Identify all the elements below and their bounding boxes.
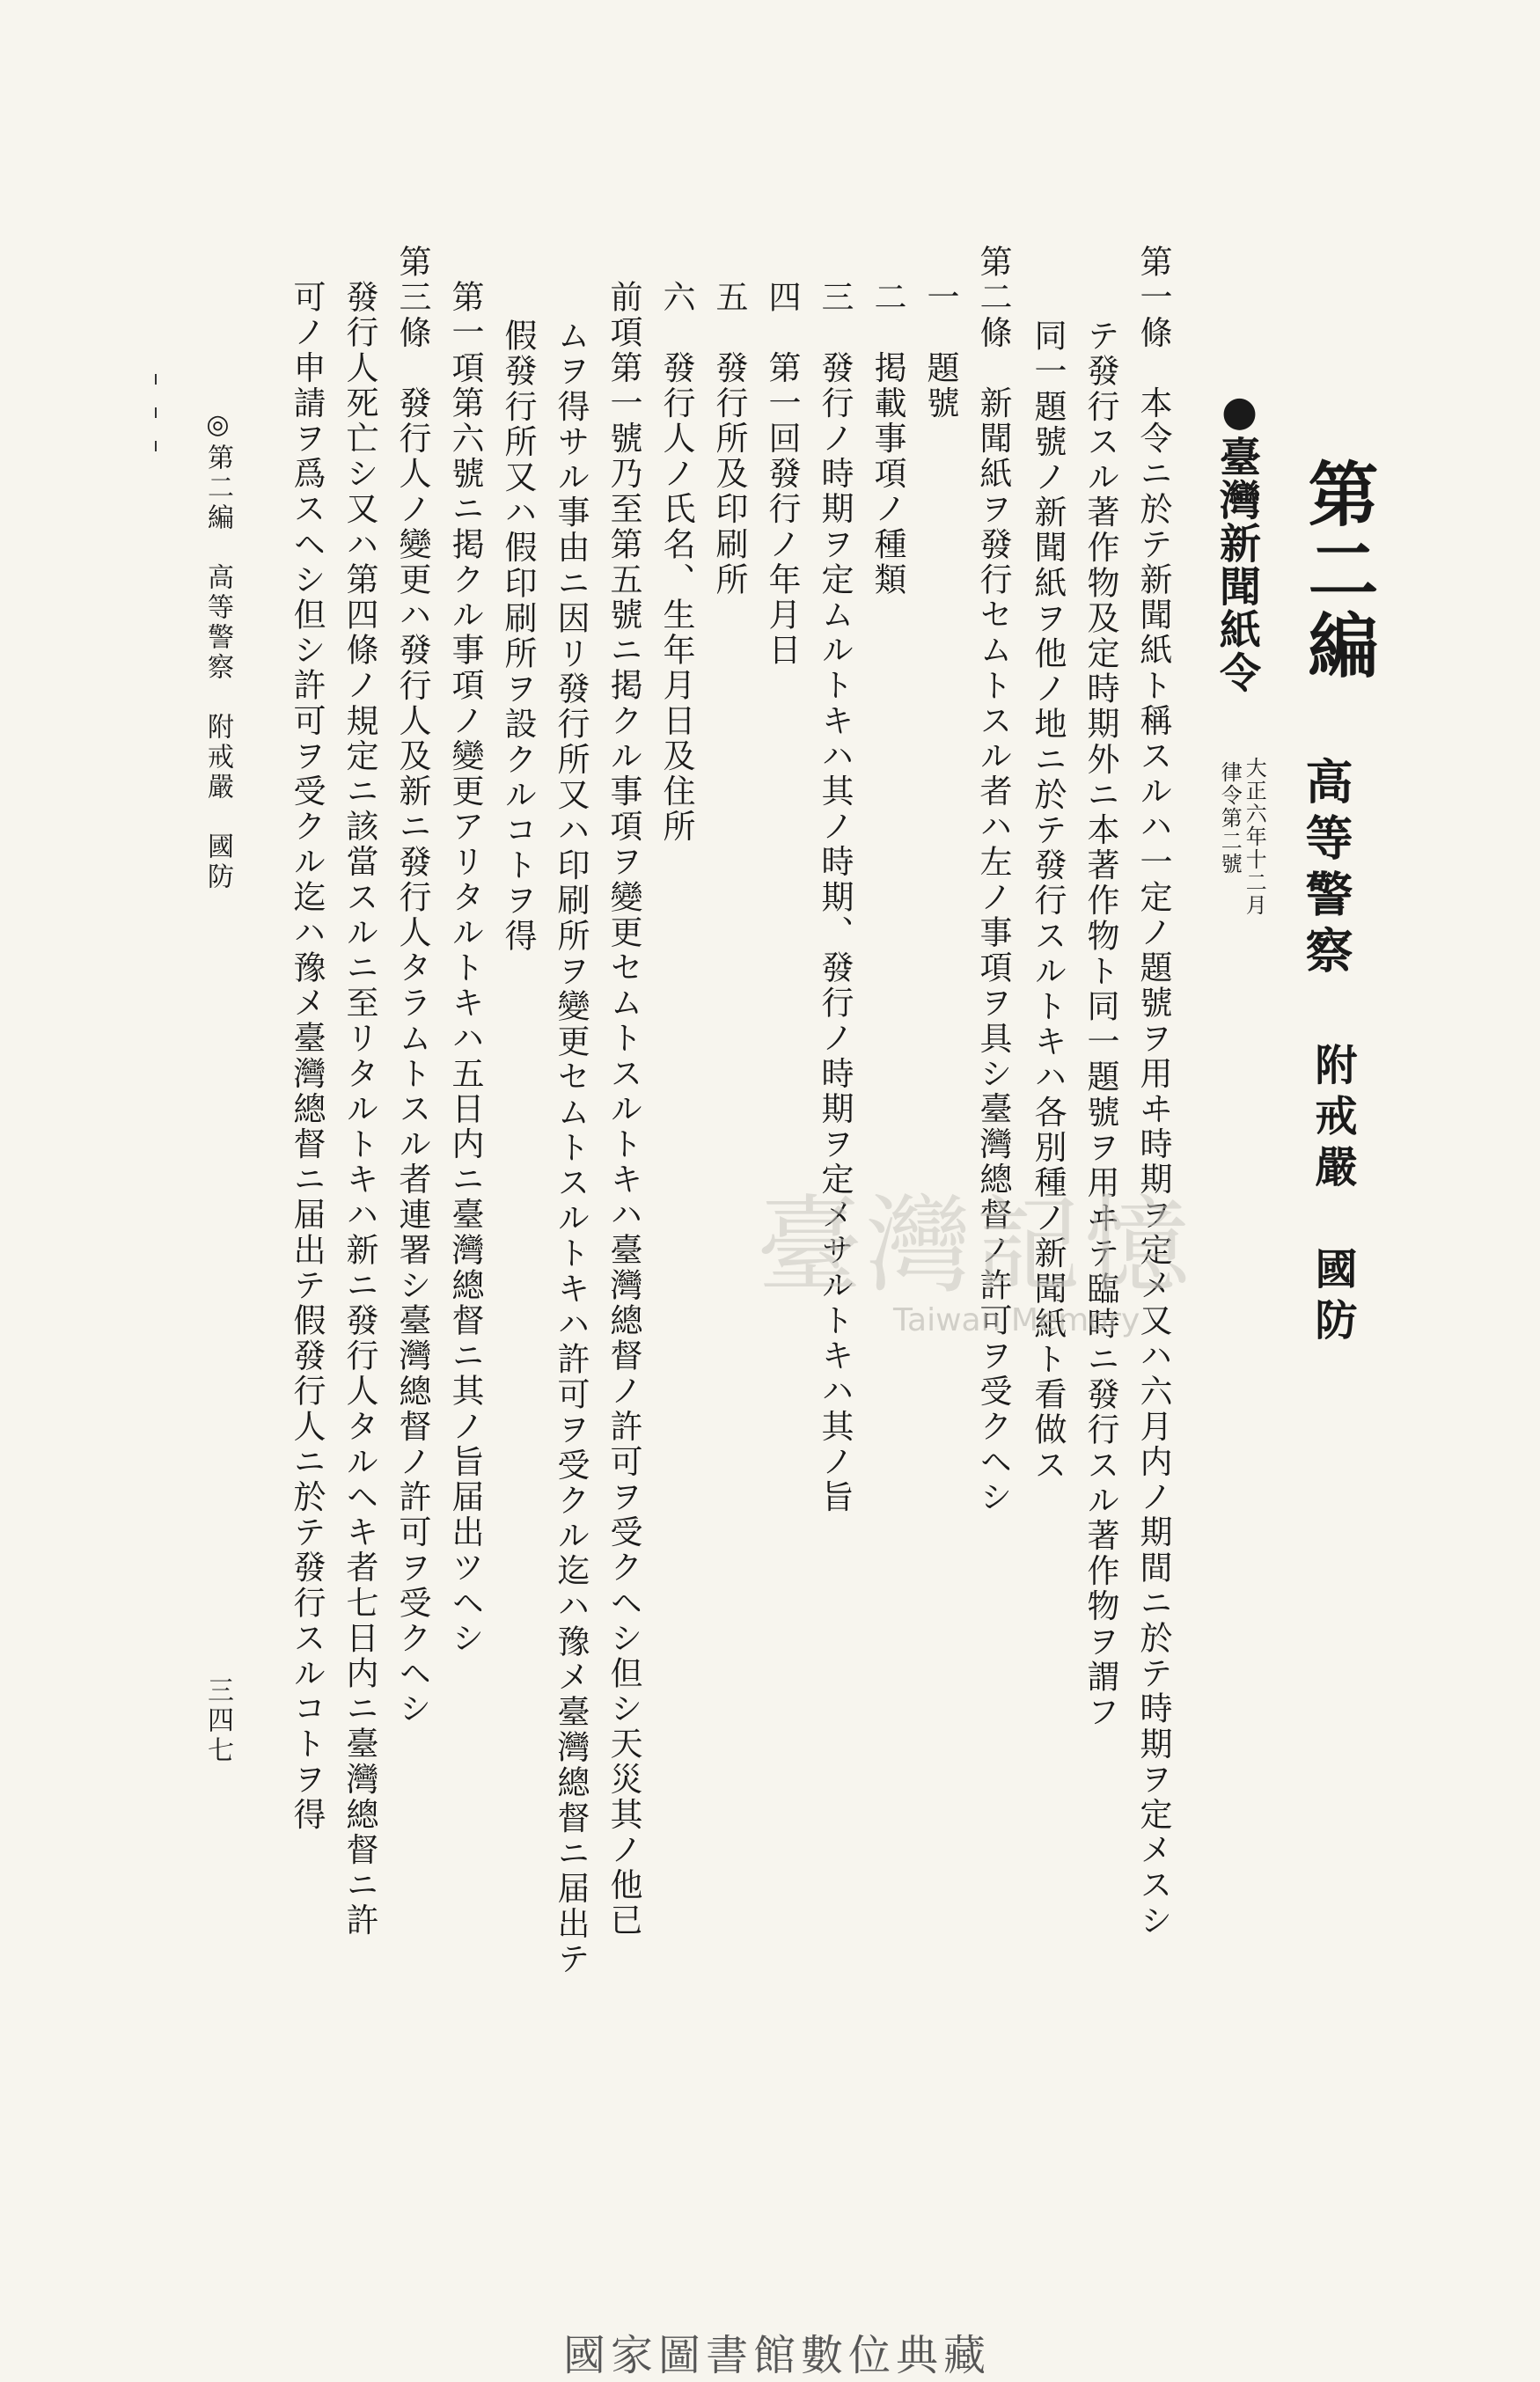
body-line-7: 三 發行ノ時期ヲ定ムルトキハ其ノ時期、發行ノ時期ヲ定メサルトキハ其ノ旨 — [816, 280, 854, 1515]
page-number: 三四七 — [202, 1676, 233, 1766]
library-credit: 國家圖書館數位典藏 — [563, 2331, 992, 2380]
body-line-2: テ發行スル著作物及定時期外ニ本著作物ト同一題號ヲ用ヰテ臨時ニ發行スル著作物ヲ謂フ — [1082, 319, 1119, 1730]
body-line-16: 發行人死亡シ又ハ第四條ノ規定ニ該當スルニ至リタルトキハ新ニ發行人タルヘキ者七日内ニ臺灣總督ニ許 — [341, 280, 378, 1939]
body-line-8: 四 第一回發行ノ年月日 — [763, 280, 801, 669]
body-line-17: 可ノ申請ヲ爲スヘシ但シ許可ヲ受クル迄ハ豫メ臺灣總督ニ届出テ假發行人ニ於テ發行スルコトヲ得 — [288, 280, 326, 1833]
chapter-title: 第二編 — [1296, 458, 1379, 685]
body-line-13: 假發行所又ハ假印刷所ヲ設クルコトヲ得 — [499, 319, 537, 954]
body-line-3: 同一題號ノ新聞紙ヲ他ノ地ニ於テ發行スルトキハ各別種ノ新聞紙ト看做ス — [1029, 319, 1067, 1484]
body-line-1: 第一條 本令ニ於テ新聞紙ト稱スルハ一定ノ題號ヲ用ヰ時期ヲ定メ又ハ六月内ノ期間ニ於テ時期ヲ定メスシ — [1134, 245, 1172, 1939]
body-line-14: 第一項第六號ニ掲クル事項ノ變更アリタルトキハ五日内ニ臺灣總督ニ其ノ旨届出ツヘシ — [446, 280, 484, 1656]
law-number-note: 律令第二號 — [1217, 761, 1243, 876]
law-date-note: 大正六年十二月 — [1242, 757, 1267, 917]
running-footer: ◎第二編 高等警察 附戒嚴 國防 — [202, 409, 233, 892]
margin-ticks — [151, 374, 160, 453]
chapter-annex: 附戒嚴 國防 — [1308, 1043, 1357, 1349]
law-title: 臺灣新聞紙令 — [1213, 436, 1261, 694]
watermark-logo: 臺灣記憶 — [757, 1185, 1193, 1308]
body-line-15: 第三條 發行人ノ變更ハ發行人及新ニ發行人タラムトスル者連署シ臺灣總督ノ許可ヲ受クヘシ — [393, 245, 431, 1727]
body-line-10: 六 發行人ノ氏名、生年月日及住所 — [657, 280, 695, 845]
body-line-11: 前項第一號乃至第五號ニ掲クル事項ヲ變更セムトスルトキハ臺灣總督ノ許可ヲ受クヘシ但シ天災其ノ他已 — [605, 280, 642, 1939]
body-line-12: ムヲ得サル事由ニ因リ發行所又ハ印刷所ヲ變更セムトスルトキハ許可ヲ受クル迄ハ豫メ臺灣總督ニ届出テ — [552, 319, 590, 1977]
chapter-subtitle: 高等警察 — [1298, 757, 1354, 982]
body-line-6: 二 掲載事項ノ種類 — [869, 280, 906, 597]
law-marker: ● — [1215, 387, 1264, 437]
body-line-5: 一 題號 — [921, 280, 959, 421]
watermark-english: Taiwan Memory — [893, 1302, 1140, 1338]
body-line-4: 第二條 新聞紙ヲ發行セムトスル者ハ左ノ事項ヲ具シ臺灣總督ノ許可ヲ受クヘシ — [974, 245, 1012, 1515]
body-line-9: 五 發行所及印刷所 — [710, 280, 748, 597]
